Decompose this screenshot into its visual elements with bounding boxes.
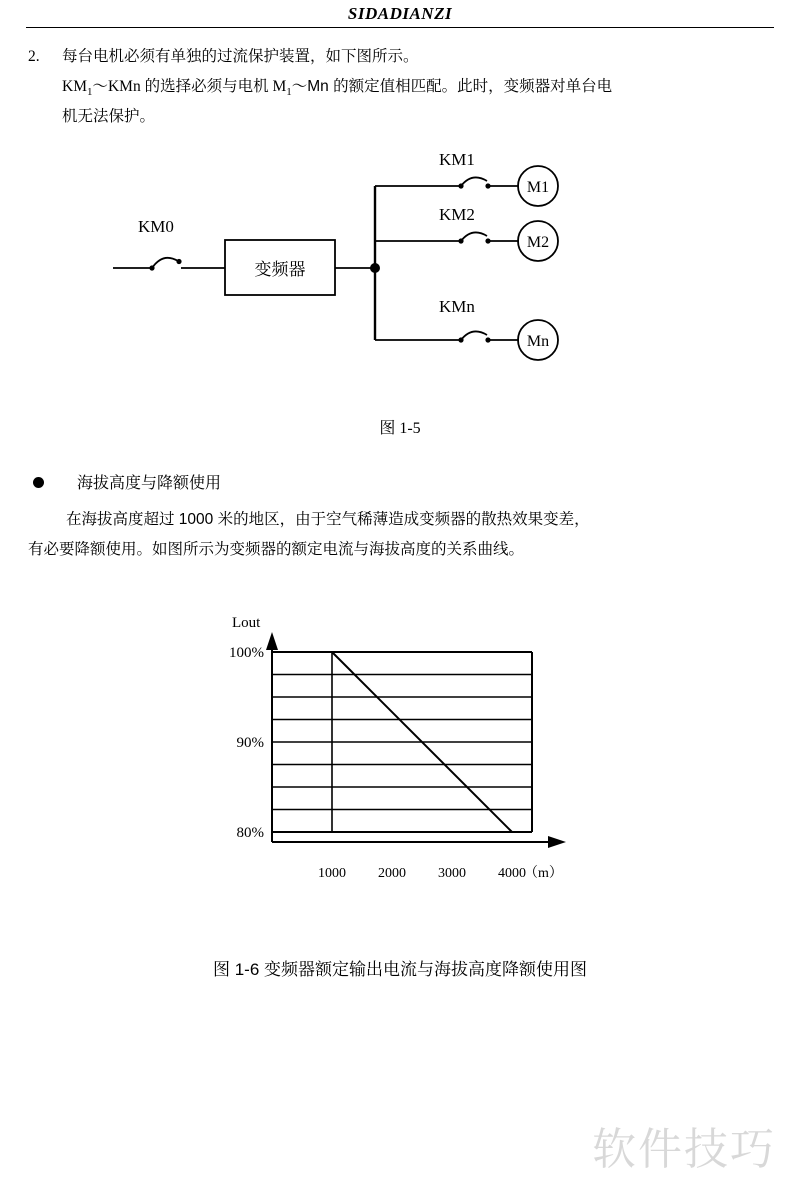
label-kmn: KMn: [439, 297, 475, 316]
header-title: SIDADIANZI: [347, 4, 453, 23]
chart-y-axis-label: Lout: [232, 615, 261, 631]
bullet-heading: 海拔高度与降额使用: [77, 475, 222, 492]
item2-line2-tail: ～Mn 的额定值相匹配。此时，变频器对单台电: [291, 78, 613, 95]
label-motor-m1: M1: [526, 179, 550, 196]
figure-1-6-caption: 图 1-6 变频器额定输出电流与海拔高度降额使用图: [212, 960, 588, 979]
label-motor-m2: M2: [526, 234, 550, 251]
y-axis-arrow: [266, 632, 278, 650]
bullet-dot-icon: [33, 477, 44, 488]
item2-line2-sub1: 1: [86, 86, 93, 99]
x-axis-arrow: [548, 836, 566, 848]
item2-line1: 每台电机必须有单独的过流保护装置，如下图所示。: [62, 48, 419, 65]
bullet-line1: 在海拔高度超过 1000 米的地区，由于空气稀薄造成变频器的散热效果变差，: [66, 511, 590, 528]
chart-y-tick-labels: [229, 645, 264, 841]
svg-text:100%: 100%: [229, 645, 264, 661]
svg-text:1000: 1000: [318, 866, 346, 881]
chart-x-axis-unit: （m）: [524, 866, 563, 881]
figure-1-6-chart: [0, 580, 800, 920]
header-divider: [26, 27, 774, 28]
label-km2: KM2: [439, 205, 475, 224]
label-km0: KM0: [138, 217, 174, 236]
page-header: [0, 0, 800, 34]
svg-text:2000: 2000: [378, 866, 406, 881]
item2-line2-mid: ～KMn 的选择必须与电机 M: [92, 78, 287, 95]
bullet-line2: 有必要降额使用。如图所示为变频器的额定电流与海拔高度的关系曲线。: [28, 541, 525, 558]
svg-text:80%: 80%: [236, 825, 264, 841]
item2-line2-km: KM: [62, 78, 87, 95]
label-km1: KM1: [439, 150, 475, 169]
item-number: 2.: [28, 48, 40, 65]
figure-1-5-caption: 图 1-5: [379, 420, 421, 437]
svg-text:4000: 4000: [498, 866, 526, 881]
chart-gridlines: [272, 652, 532, 832]
item2-line3: 机无法保护。: [62, 108, 156, 125]
figure-1-5-diagram: [0, 140, 800, 430]
svg-text:90%: 90%: [236, 735, 264, 751]
chart-x-tick-labels: [318, 866, 526, 881]
item2-line2-sub2: 1: [286, 86, 292, 99]
watermark-text: 软件技巧: [592, 1125, 776, 1174]
label-motor-mn: Mn: [526, 333, 550, 350]
label-inverter: 变频器: [254, 260, 306, 279]
svg-text:3000: 3000: [438, 866, 466, 881]
